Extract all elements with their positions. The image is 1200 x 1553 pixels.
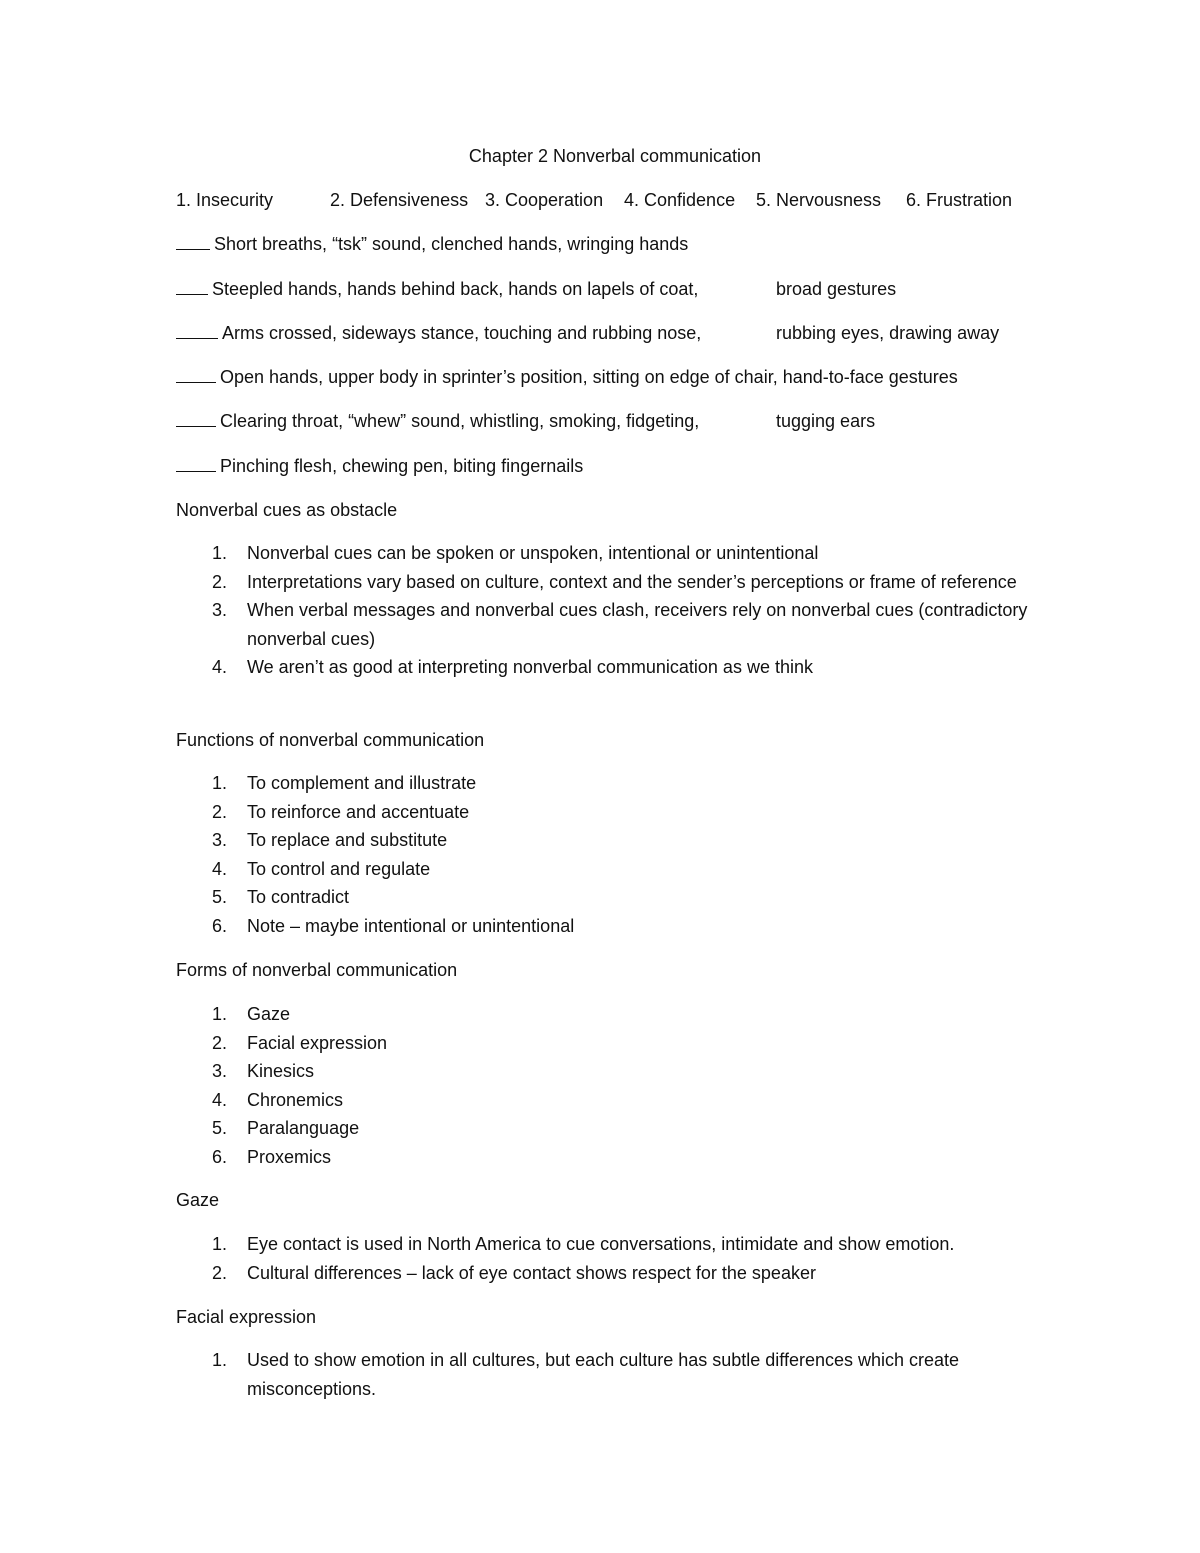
matching-description: Clearing throat, “whew” sound, whistling, smoking, fidgeting,: [220, 411, 700, 431]
numbered-list: [176, 1346, 1056, 1403]
matching-description: Open hands, upper body in sprinter’s position, sitting on edge of chair, hand-to-face gestures: [220, 367, 958, 387]
page-title: Chapter 2 Nonverbal communication: [468, 146, 762, 166]
choice-5: 5. Nervousness: [756, 190, 882, 210]
choice-3: 3. Cooperation: [485, 190, 604, 210]
answer-blank[interactable]: [176, 320, 218, 339]
list-item: 2. Interpretations vary based on culture, context and the sender’s perceptions or frame of reference: [212, 571, 1017, 592]
numbered-list: [176, 1230, 1056, 1287]
choice-2: 2. Defensiveness: [330, 190, 469, 210]
list-item: 1. To complement and illustrate: [212, 773, 477, 793]
matching-row: [176, 452, 1056, 480]
section-heading: Forms of nonverbal communication: [176, 960, 458, 980]
matching-row: [176, 407, 1056, 435]
list-item: 2. Cultural differences – lack of eye contact shows respect for the speaker: [212, 1262, 816, 1283]
list-item: 4. We aren’t as good at interpreting nonverbal communication as we think: [212, 657, 813, 677]
matching-row: [176, 230, 1056, 258]
list-item: 2. To reinforce and accentuate: [212, 801, 470, 822]
list-item: 4. To control and regulate: [212, 858, 431, 879]
choice-4: 4. Confidence: [624, 190, 736, 210]
section-heading: Nonverbal cues as obstacle: [176, 500, 398, 520]
matching-description-continued: tugging ears: [776, 411, 876, 431]
section-heading: Facial expression: [176, 1307, 317, 1327]
numbered-list: [176, 539, 1056, 682]
section-heading: Functions of nonverbal communication: [176, 730, 485, 750]
choice-6: 6. Frustration: [906, 190, 1013, 210]
list-item: 3. When verbal messages and nonverbal cues clash, receivers rely on nonverbal cues (contradictory nonverbal cues): [212, 600, 1028, 649]
list-item: 1. Eye contact is used in North America to cue conversations, intimidate and show emotion.: [212, 1234, 955, 1254]
matching-row: [176, 275, 1056, 303]
list-item: 1. Gaze: [212, 1004, 291, 1024]
list-item: 6. Note – maybe intentional or unintentional: [212, 915, 575, 936]
section-heading: Gaze: [176, 1190, 220, 1210]
answer-blank[interactable]: [176, 231, 210, 250]
list-item: 5. To contradict: [212, 887, 350, 907]
choice-1: 1. Insecurity: [176, 190, 274, 210]
matching-description: Arms crossed, sideways stance, touching and rubbing nose,: [222, 323, 702, 343]
list-item: 3. Kinesics: [212, 1061, 315, 1081]
list-item: 6. Proxemics: [212, 1146, 332, 1167]
matching-row: [176, 363, 1056, 391]
list-item: 1. Used to show emotion in all cultures, but each culture has subtle differences which create misconceptions.: [212, 1350, 960, 1399]
list-item: 3. To replace and substitute: [212, 830, 448, 850]
numbered-list: [176, 769, 1056, 940]
answer-blank[interactable]: [176, 453, 216, 472]
list-item: 2. Facial expression: [212, 1032, 388, 1053]
matching-description-continued: broad gestures: [776, 279, 897, 299]
matching-row: [176, 319, 1056, 347]
list-item: 4. Chronemics: [212, 1089, 344, 1110]
answer-blank[interactable]: [176, 276, 208, 295]
matching-description: Short breaths, “tsk” sound, clenched hands, wringing hands: [214, 234, 689, 254]
matching-description: Steepled hands, hands behind back, hands on lapels of coat,: [212, 279, 699, 299]
numbered-list: [176, 1000, 1056, 1171]
list-item: 5. Paralanguage: [212, 1118, 360, 1138]
list-item: 1. Nonverbal cues can be spoken or unspoken, intentional or unintentional: [212, 543, 819, 563]
answer-blank[interactable]: [176, 364, 216, 383]
matching-description-continued: rubbing eyes, drawing away: [776, 323, 1000, 343]
matching-description: Pinching flesh, chewing pen, biting fingernails: [220, 456, 584, 476]
answer-blank[interactable]: [176, 408, 216, 427]
